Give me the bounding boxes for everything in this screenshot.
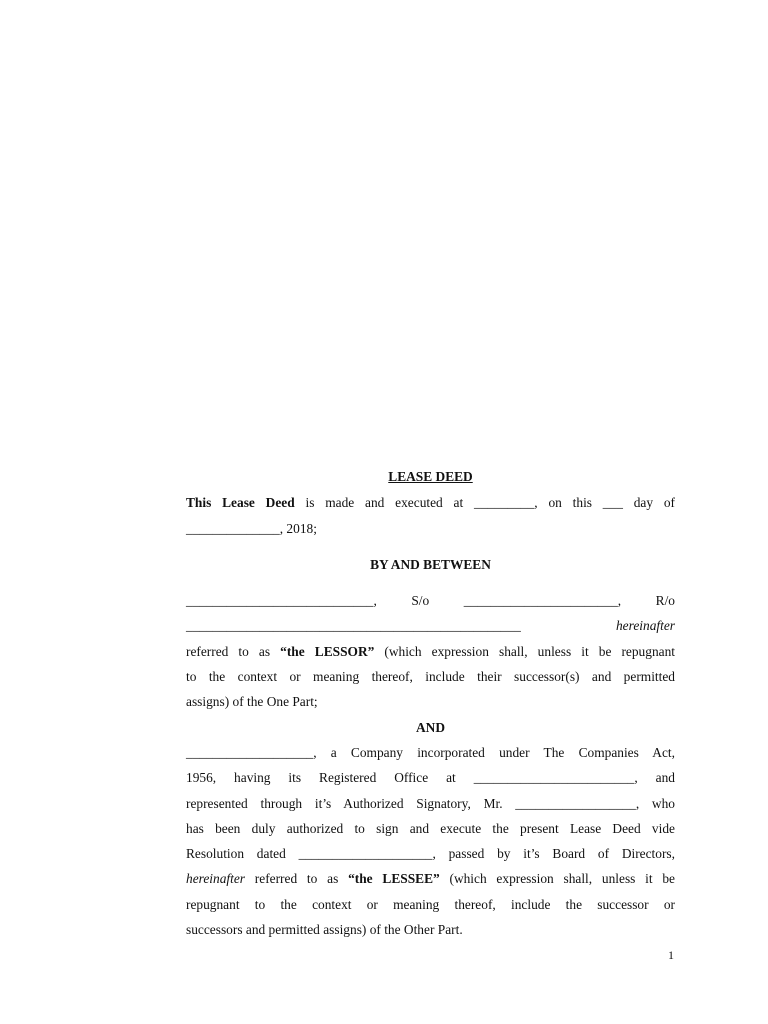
lessor-line-1	[186, 588, 675, 613]
lessee-line-5: Resolution dated ____________________, passed by it’s Board of Directors,	[186, 846, 675, 862]
lessor-role: “the LESSOR”	[280, 643, 375, 659]
lessor-referred-post: (which expression shall, unless it be repugnant	[374, 643, 675, 659]
lessor-name-blank: ____________________________,	[186, 593, 377, 609]
lessor-line-4: to the context or meaning thereof, include their successor(s) and permitted	[186, 669, 675, 685]
lessor-ro-label: R/o	[655, 593, 675, 609]
intro-bold-lead: This Lease Deed	[186, 495, 295, 511]
lessee-line-7: repugnant to the context or meaning thereof, include the successor or	[186, 896, 675, 912]
lessor-line-5: assigns) of the One Part;	[186, 694, 318, 710]
page-number: 1	[668, 948, 674, 962]
lessee-line-8: successors and permitted assigns) of the Other Part.	[186, 922, 463, 938]
lessor-referred-pre: referred to as	[186, 643, 281, 659]
lessee-line-1: ___________________, a Company incorporated under The Companies Act,	[186, 744, 675, 760]
lessor-so-label: S/o	[411, 593, 430, 609]
lessor-line-2	[186, 613, 675, 638]
lessee-line-2: 1956, having its Registered Office at ________________________, and	[186, 770, 675, 786]
lessee-hereinafter: hereinafter	[186, 871, 246, 887]
and-heading: AND	[415, 719, 445, 735]
lessor-line-3	[186, 639, 675, 664]
intro-line-1	[186, 490, 675, 515]
intro-line-1-rest: is made and executed at _________, on this ___ day of	[294, 495, 675, 511]
lessor-hereinafter: hereinafter	[615, 618, 675, 634]
lessee-referred-pre: referred to as	[245, 871, 349, 887]
lessee-line-3: represented through it’s Authorized Signatory, Mr. __________________, who	[186, 795, 675, 811]
lessee-role: “the LESSEE”	[348, 871, 440, 887]
by-and-between-heading: BY AND BETWEEN	[370, 556, 491, 572]
lessee-referred-post: (which expression shall, unless it be	[439, 871, 676, 887]
lessee-line-4: has been duly authorized to sign and execute the present Lease Deed vide	[186, 820, 675, 836]
lessor-address-blank: __________________________________________________	[186, 618, 521, 634]
document-title: LEASE DEED	[388, 469, 473, 484]
lessee-line-6	[186, 866, 675, 891]
lessor-so-blank: _______________________,	[463, 593, 622, 609]
intro-line-2: ______________, 2018;	[186, 520, 317, 536]
document-body	[186, 464, 675, 942]
